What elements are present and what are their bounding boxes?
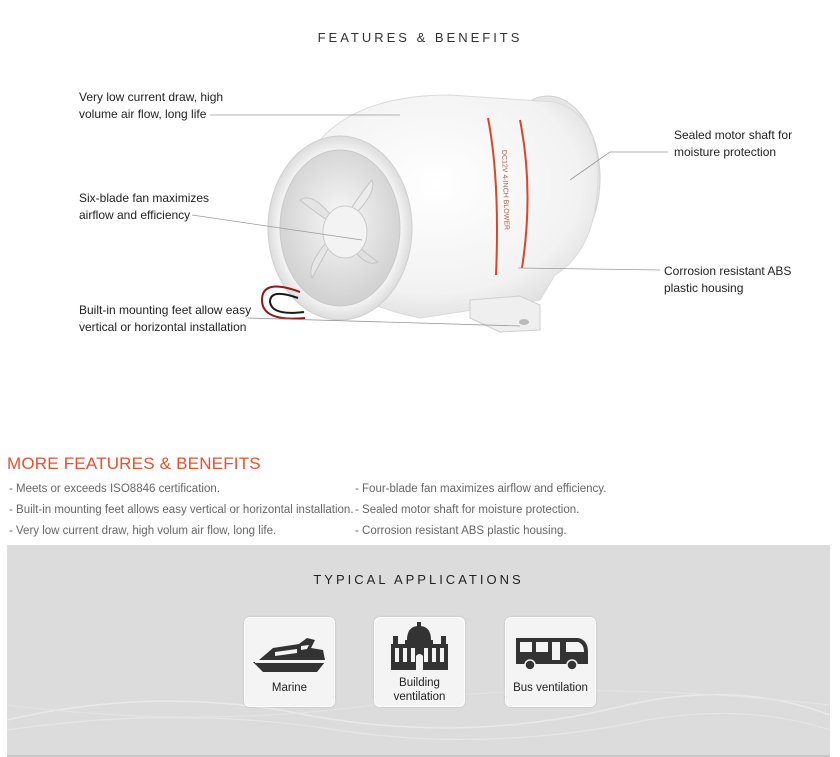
- yacht-icon: [245, 618, 334, 676]
- callout-mounting-line1: Built-in mounting feet allow easy: [79, 303, 252, 317]
- callout-housing-line2: plastic housing: [664, 281, 744, 295]
- callout-shaft: [674, 127, 792, 161]
- more-features-title: MORE FEATURES & BENEFITS: [7, 454, 261, 473]
- callout-fan: [79, 190, 209, 224]
- list-item: - Very low current draw, high volum air flow, long life.: [9, 525, 277, 537]
- bus-icon: [506, 618, 595, 676]
- callout-mounting: [79, 302, 251, 336]
- svg-text:DC12V 4-INCH BLOWER: DC12V 4-INCH BLOWER: [500, 149, 510, 231]
- list-item: - Built-in mounting feet allows easy vertical or horizontal installation.: [9, 504, 354, 516]
- callout-fan-line1: Six-blade fan maximizes: [79, 191, 210, 205]
- list-item: - Four-blade fan maximizes airflow and efficiency.: [355, 483, 607, 495]
- callout-housing-line1: Corrosion resistant ABS: [664, 264, 792, 278]
- callout-shaft-line2: moisture protection: [674, 145, 777, 159]
- callout-fan-line2: airflow and efficiency: [79, 208, 191, 222]
- app-label-marine: Marine: [271, 682, 308, 694]
- callout-airflow-line2: volume air flow, long life: [79, 107, 207, 121]
- callout-housing: [664, 263, 791, 297]
- features-title: FEATURES & BENEFITS: [317, 30, 523, 45]
- typical-applications-panel: [7, 545, 830, 757]
- app-label-bus: Bus ventilation: [513, 682, 588, 694]
- applications-title: TYPICAL APPLICATIONS: [313, 572, 524, 587]
- callout-mounting-line2: vertical or horizontal installation: [79, 320, 247, 334]
- callout-airflow-line1: Very low current draw, high: [79, 90, 224, 104]
- app-label-building-line2: ventilation: [393, 691, 446, 703]
- app-label-building: [375, 676, 464, 704]
- more-features-left-list: [9, 482, 354, 545]
- list-item: - Corrosion resistant ABS plastic housing.: [355, 525, 567, 537]
- callout-airflow: [79, 89, 223, 123]
- more-features-right-list: [355, 482, 606, 545]
- app-card-building[interactable]: [374, 617, 465, 707]
- app-card-bus[interactable]: [505, 617, 596, 707]
- app-label-building-line1: Building: [399, 677, 440, 689]
- list-item: - Meets or exceeds ISO8846 certification.: [9, 483, 220, 495]
- app-card-marine[interactable]: [244, 617, 335, 707]
- callout-shaft-line1: Sealed motor shaft for: [674, 128, 793, 142]
- list-item: - Sealed motor shaft for moisture protection.: [355, 504, 580, 516]
- building-icon: [375, 618, 464, 676]
